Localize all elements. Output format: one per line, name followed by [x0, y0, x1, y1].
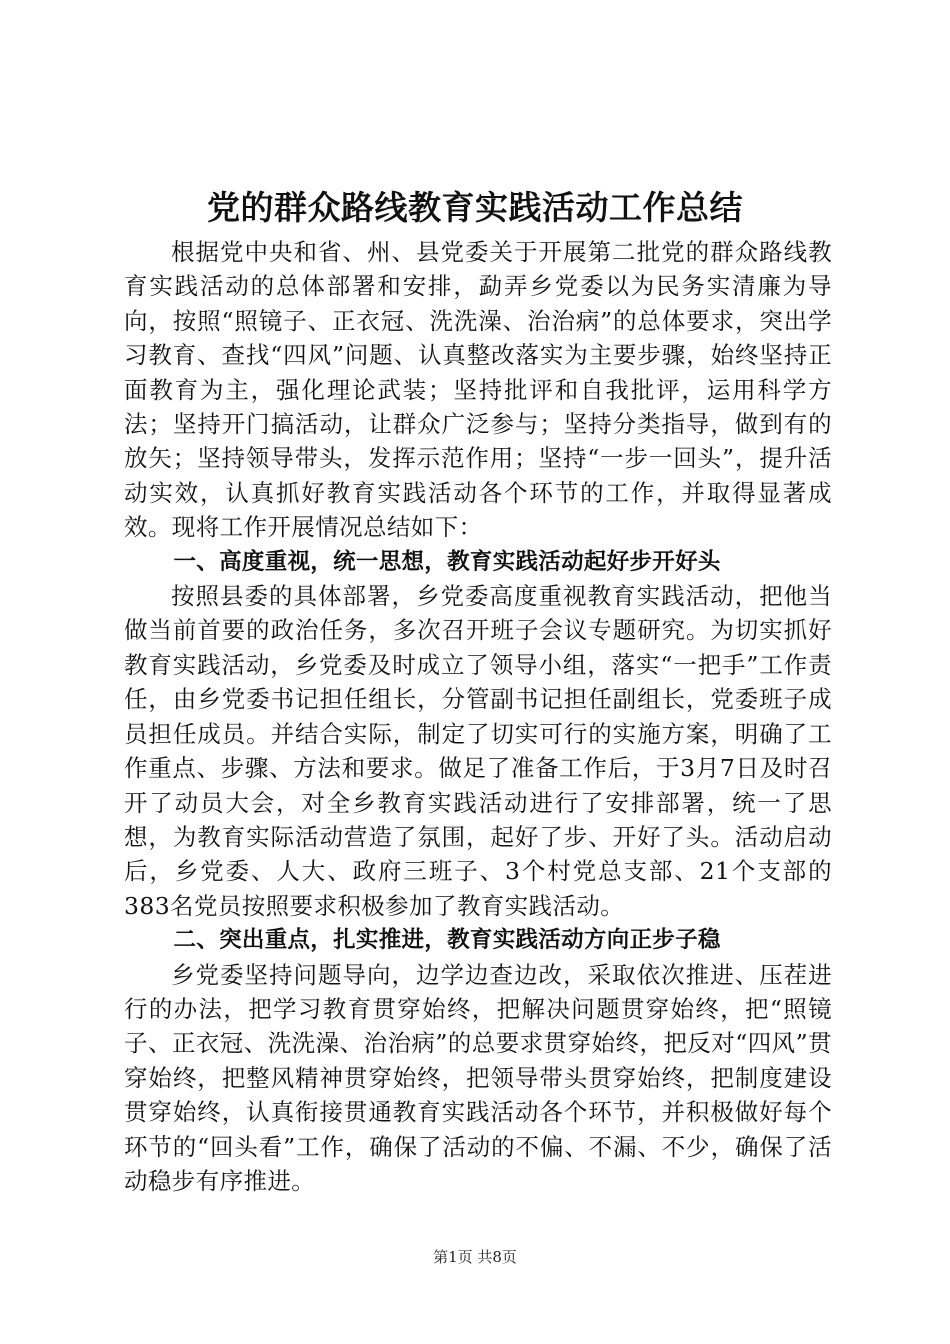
section-2-heading: 二、突出重点，扎实推进，教育实践活动方向正步子稳 — [173, 927, 721, 954]
section-2-paragraph: 乡党委坚持问题导向，边学边查边改，采取依次推进、压茬进行的办法，把学习教育贯穿始终，把解决问题贯穿始终，把“照镜子、正衣冠、洗洗澡、治治病”的总要求贯穿始终，把反对“四风”贯穿始终，把整风精神贯穿始终，把领导带头贯穿始终，把制度建设贯穿始终，认真衔接贯通教育实践活动各个环节，并积极做好每个环节的“回头看”工作，确保了活动的不偏、不漏、不少，确保了活动稳步有序推进。 — [124, 960, 832, 1195]
section-1-heading: 一、高度重视，统一思想，教育实践活动起好步开好头 — [173, 548, 721, 575]
section-1-paragraph: 按照县委的具体部署，乡党委高度重视教育实践活动，把他当做当前首要的政治任务，多次召开班子会议专题研究。为切实抓好教育实践活动，乡党委及时成立了领导小组，落实“一把手”工作责任，由乡党委书记担任组长，分管副书记担任副组长，党委班子成员担任成员。并结合实际，制定了切实可行的实施方案，明确了工作重点、步骤、方法和要求。做足了准备工作后，于3月7日及时召开了动员大会，对全乡教育实践活动进行了安排部署，统一了思想，为教育实际活动营造了氛围，起好了步、开好了头。活动启动后，乡党委、人大、政府三班子、3个村党总支部、21个支部的383名党员按照要求积极参加了教育实践活动。 — [124, 582, 832, 920]
page-number-footer: 第1页 共8页 — [433, 1248, 517, 1266]
intro-paragraph: 根据党中央和省、州、县党委关于开展第二批党的群众路线教育实践活动的总体部署和安排，勐弄乡党委以为民务实清廉为导向，按照“照镜子、正衣冠、洗洗澡、治治病”的总体要求，突出学习教育、查找“四风”问题、认真整改落实为主要步骤，始终坚持正面教育为主，强化理论武装；坚持批评和自我批评，运用科学方法；坚持开门搞活动，让群众广泛参与；坚持分类指导，做到有的放矢；坚持领导带头，发挥示范作用；坚持“一步一回头”，提升活动实效，认真抓好教育实践活动各个环节的工作，并取得显著成效。现将工作开展情况总结如下： — [124, 238, 832, 542]
document-title: 党的群众路线教育实践活动工作总结 — [207, 188, 743, 227]
document-body — [124, 235, 832, 1198]
